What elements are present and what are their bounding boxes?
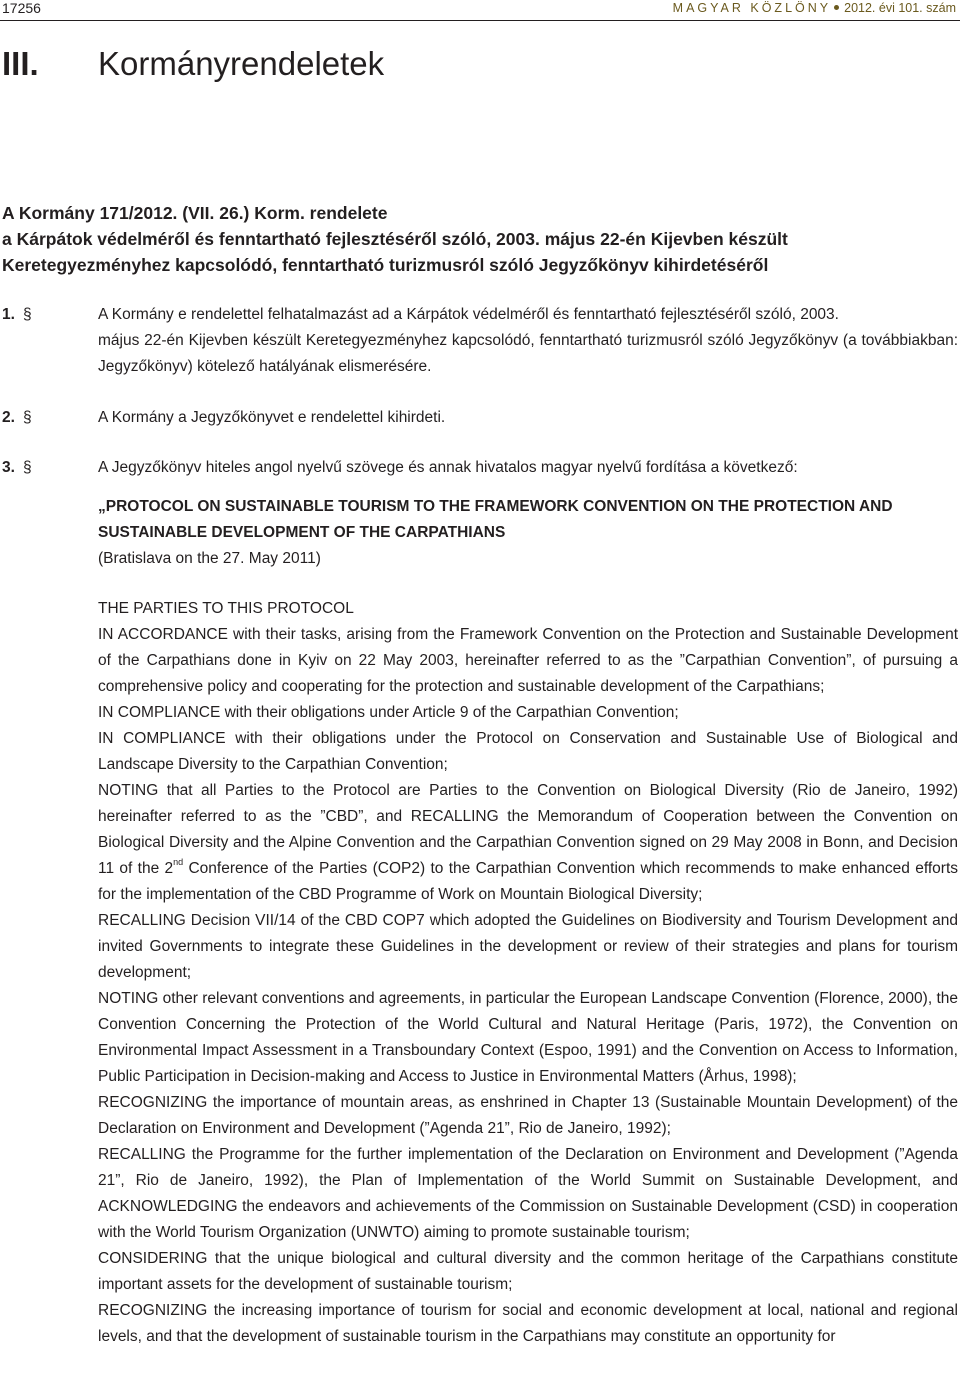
preamble-paragraph: CONSIDERING that the unique biological and cultural diversity and the common heritage of the Carpathians constitute important assets for the development of sustainable tourism; — [98, 1250, 958, 1293]
preamble-paragraph: NOTING other relevant conventions and agreements, in particular the European Landscape Convention (Florence, 2000), the Convention Concerning the Protection of the World Cultural and Natural Heritage (Paris, 1972), the Convention on Environmental Impact Assessment in a Transboundary Context (Espoo, 1991) and the Convention on Access to Information, Public Participation in Decision-making and Access to Justice in Environmental Matters (Århus, 1998); — [98, 990, 958, 1085]
section-1 — [2, 302, 958, 380]
decree-title-line: Keretegyezményhez kapcsolódó, fenntartható turizmusról szóló Jegyzőkönyv kihirdetéséről — [2, 255, 769, 275]
section-number: 3. — [2, 459, 15, 476]
bullet-icon — [834, 5, 839, 10]
section-text-first: A Kormány a Jegyzőkönyvet e rendelettel kihirdeti. — [98, 409, 446, 426]
preamble-paragraph: IN COMPLIANCE with their obligations under the Protocol on Conservation and Sustainable Use of Biological and Landscape Diversity to the Carpathian Convention; — [98, 730, 958, 773]
noting-cbd-text: NOTING that all Parties to the Protocol are Parties to the Convention on Biological Diversity (Rio de Janeiro, 1992) hereinafter referred to as the ”CBD”, and RECALLING the Memorandum of Cooperation between the Convention on Biological Diversity and the Alpine Convention and the Carpathian Convention signed on 29 May 2008 in Bonn, and Decision 11 of the 2 — [98, 782, 958, 877]
section-sign: § — [23, 306, 32, 323]
decree-title-line: a Kárpátok védelméről és fenntartható fejlesztéséről szóló, 2003. május 22-én Kijevben készült — [2, 229, 788, 249]
decree-title-line: A Kormány 171/2012. (VII. 26.) Korm. rendelete — [2, 203, 388, 223]
section-text — [2, 405, 958, 431]
section-3 — [2, 455, 958, 481]
section-text-first: A Kormány e rendelettel felhatalmazást ad a Kárpátok védelméről és fenntartható fejlesztéséről szóló, 2003. — [98, 306, 839, 323]
preamble-paragraph: RECALLING Decision VII/14 of the CBD COP7 which adopted the Guidelines on Biodiversity and Tourism Development and invited Governments to integrate these Guidelines in the development or review of their strategies and plans for tourism development; — [98, 912, 958, 981]
protocol-title-line: SUSTAINABLE DEVELOPMENT OF THE CARPATHIANS — [98, 524, 506, 541]
preamble-paragraph: RECALLING the Programme for the further implementation of the Declaration on Environment and Development (”Agenda 21”, Rio de Janeiro, 1992), the Plan of Implementation of the World Summit on Sustainable Development, and ACKNOWLEDGING the endeavors and achievements of the Commission on Sustainable Development (CSD) in cooperation with the World Tourism Organization (UNWTO) aiming to promote sustainable tourism; — [98, 1146, 958, 1241]
section-text-rest: május 22-én Kijevben készült Keretegyezményhez kapcsolódó, fenntartható turizmusról szóló Jegyzőkönyv (a továbbiakban: Jegyzőkönyv) kötelező hatályának elismerésére. — [98, 332, 958, 375]
protocol-place-date: (Bratislava on the 27. May 2011) — [98, 550, 321, 567]
preamble-paragraph: IN ACCORDANCE with their tasks, arising from the Framework Convention on the Protection and Sustainable Development of the Carpathians done in Kyiv on 22 May 2003, hereinafter referred to as the ”Carpathian Convention”, of pursuing a comprehensive policy and cooperating for the protection and sustainable development of the Carpathians; — [98, 626, 958, 695]
preamble-paragraph: RECOGNIZING the increasing importance of tourism for social and economic development at local, national and regional levels, and that the development of sustainable tourism in the Carpathians may constitute an opportunity for — [98, 1302, 958, 1345]
opening-quote: „ — [98, 498, 106, 515]
running-header — [0, 0, 958, 16]
section-2 — [2, 405, 958, 431]
section-text-first: A Jegyzőkönyv hiteles angol nyelvű szövege és annak hivatalos magyar nyelvű fordítása a következő: — [98, 459, 798, 476]
chapter-number: III. — [2, 45, 39, 82]
header-rule — [0, 20, 960, 21]
journal-name: MAGYAR KÖZLÖNY — [672, 1, 832, 15]
page-number: 17256 — [2, 0, 41, 16]
noting-cbd-text-cont: Conference of the Parties (COP2) to the Carpathian Convention which recommends to make enhanced efforts for the implementation of the CBD Programme of Work on Mountain Biological Diversity; — [98, 860, 959, 903]
issue-number: 2012. évi 101. szám — [844, 1, 956, 15]
protocol-title — [98, 494, 958, 520]
section-sign: § — [23, 459, 32, 476]
section-text — [2, 302, 958, 380]
ordinal-suffix: nd — [173, 857, 184, 867]
preamble-paragraph: IN COMPLIANCE with their obligations under Article 9 of the Carpathian Convention; — [98, 704, 679, 721]
preamble-paragraph — [98, 778, 958, 908]
section-number: 2. — [2, 409, 15, 426]
section-text — [2, 455, 958, 481]
decree-title — [2, 200, 942, 278]
journal-issue — [673, 0, 956, 16]
section-number: 1. — [2, 306, 15, 323]
protocol-body — [98, 596, 958, 1350]
chapter-title: Kormányrendeletek — [98, 45, 385, 82]
protocol-heading — [98, 494, 958, 572]
preamble-paragraph: RECOGNIZING the importance of mountain areas, as enshrined in Chapter 13 (Sustainable Mountain Development) of the Declaration on Environment and Development (”Agenda 21”, Rio de Janeiro, 1992); — [98, 1094, 958, 1137]
parties-heading: THE PARTIES TO THIS PROTOCOL — [98, 600, 354, 617]
section-sign: § — [23, 409, 32, 426]
protocol-title-line: PROTOCOL ON SUSTAINABLE TOURISM TO THE FRAMEWORK CONVENTION ON THE PROTECTION AND — [105, 498, 893, 515]
chapter-heading — [2, 44, 384, 84]
